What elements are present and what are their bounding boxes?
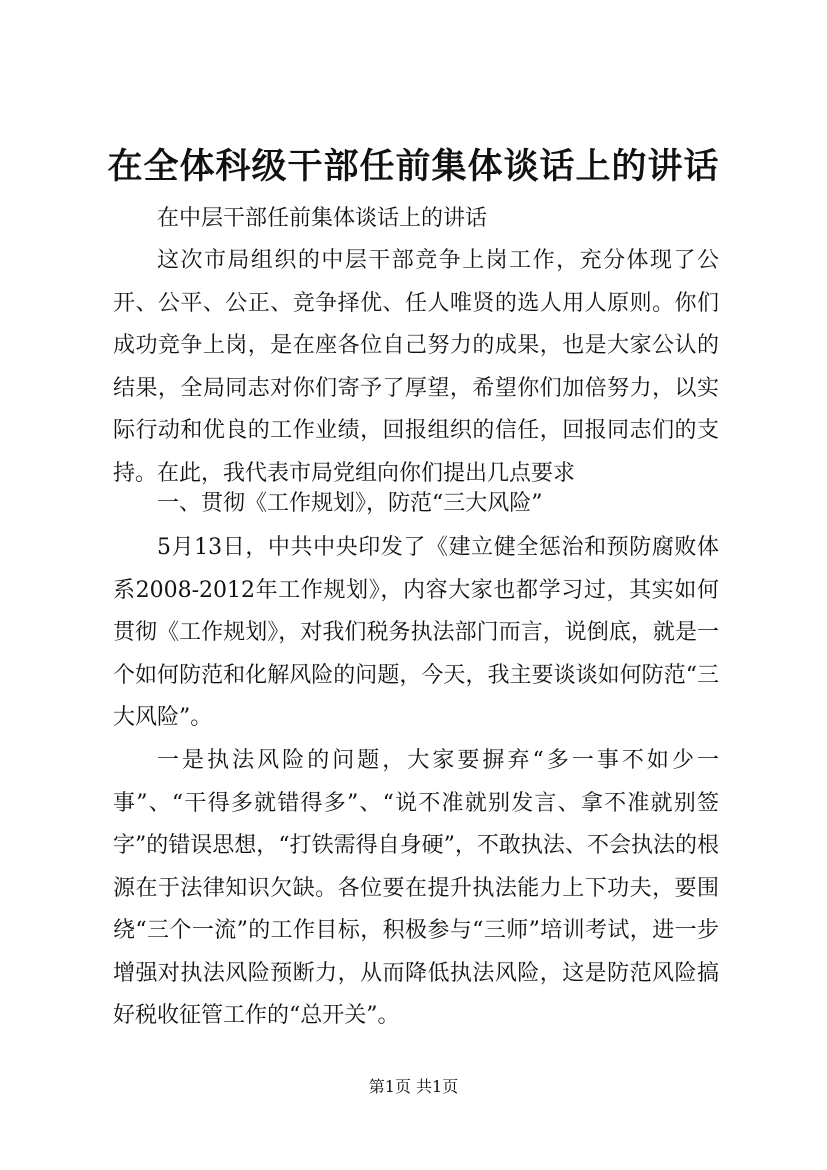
document-subtitle: 在中层干部任前集体谈话上的讲话 (157, 206, 488, 231)
section-heading: 一、贯彻《工作规划》，防范“三大风险” (157, 491, 543, 516)
document-title: 在全体科级干部任前集体谈话上的讲话 (107, 146, 720, 187)
paragraph-enforcement-risk: 一是执法风险的问题，大家要摒弃“多一事不如少一事”、“干得多就错得多”、“说不准就别发言、拿不准就别签字”的错误思想，“打铁需得自身硬”，不敢执法、不会执法的根源在于法律知识欠缺。各位要在提升执法能力上下功夫，要围绕“三个一流”的工作目标，积极参与“三师”培训考试，进一步增强对执法风险预断力，从而降低执法风险，这是防范风险搞好税收征管工作的“总开关”。 (113, 748, 719, 1028)
paragraph-intro: 这次市局组织的中层干部竞争上岗工作，充分体现了公开、公平、公正、竞争择优、任人唯贤的选人用人原则。你们成功竞争上岗，是在座各位自己努力的成果，也是大家公认的结果，全局同志对你们寄予了厚望，希望你们加倍努力，以实际行动和优良的工作业绩，回报组织的信任，回报同志们的支持。在此，我代表市局党组向你们提出几点要求 (113, 248, 719, 486)
paragraph-work-plan: 5月13日，中共中央印发了《建立健全惩治和预防腐败体系2008-2012年工作规划》，内容大家也都学习过，其实如何贯彻《工作规划》，对我们税务执法部门而言，说倒底，就是一个如何防范和化解风险的问题，今天，我主要谈谈如何防范“三大风险”。 (113, 535, 719, 730)
page-footer: 第1页 共1页 (368, 1077, 459, 1096)
